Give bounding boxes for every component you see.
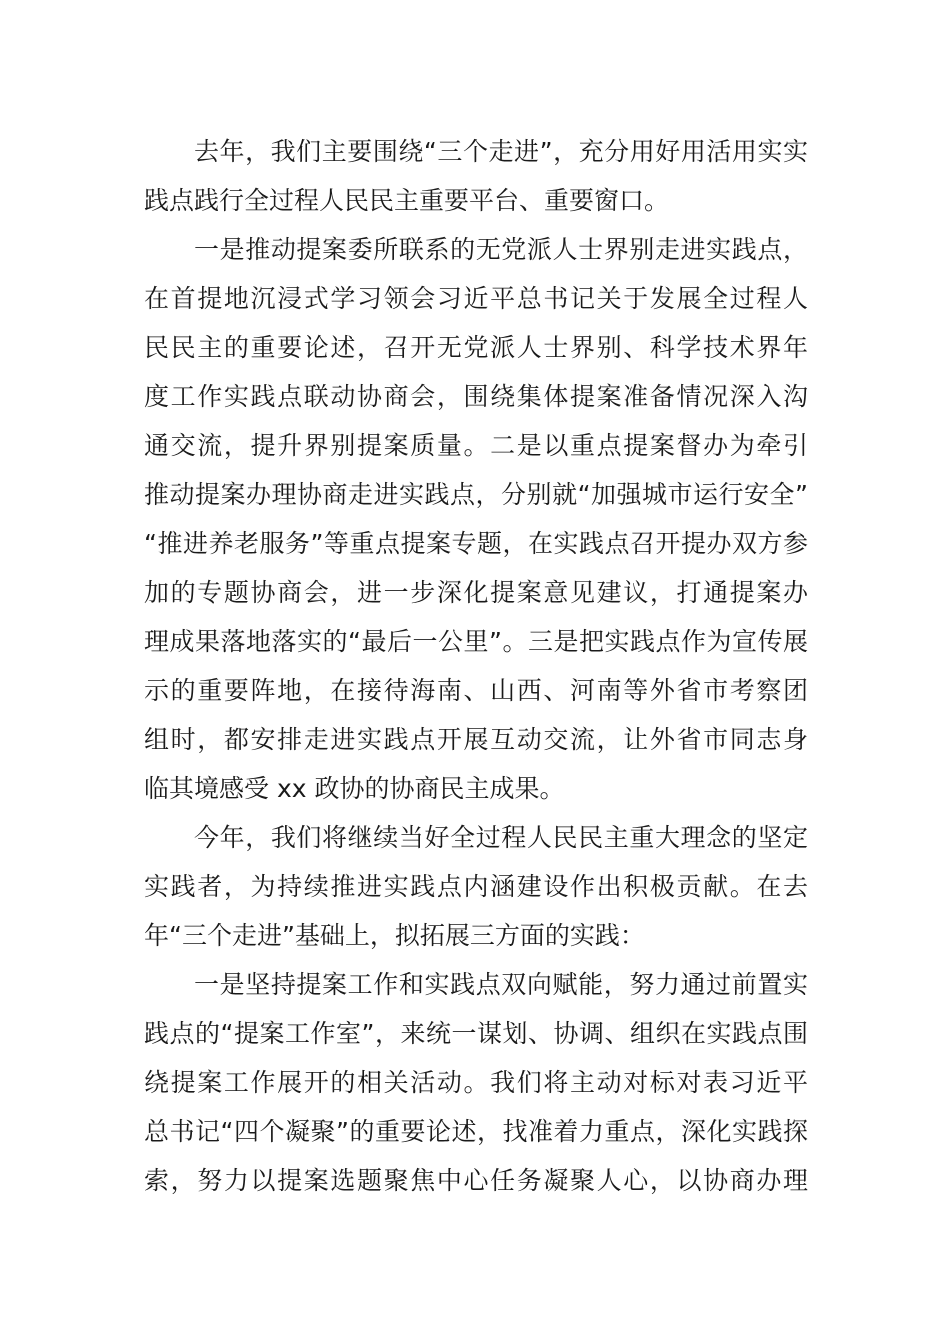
text-line: 示的重要阵地，在接待海南、山西、河南等外省市考察团 [144, 676, 810, 705]
text-line: 年“三个走进”基础上，拟拓展三方面的实践： [144, 921, 645, 950]
text-line: 组时，都安排走进实践点开展互动交流，让外省市同志身 [144, 725, 810, 754]
text-line: 践点践行全过程人民民主重要平台、重要窗口。 [144, 186, 670, 215]
text-line: 践点的“提案工作室”，来统一谋划、协调、组织在实践点围 [144, 1019, 809, 1048]
text-line: 推动提案办理协商走进实践点，分别就“加强城市运行安全” [144, 480, 809, 509]
text-line: 绕提案工作展开的相关活动。我们将主动对标对表习近平 [144, 1068, 810, 1097]
text-line: 总书记“四个凝聚”的重要论述，找准着力重点，深化实践探 [144, 1117, 809, 1146]
text-line: 临其境感受 xx 政协的协商民主成果。 [144, 774, 565, 803]
text-line: 民民主的重要论述，召开无党派人士界别、科学技术界年 [144, 333, 810, 362]
text-line: 一是坚持提案工作和实践点双向赋能，努力通过前置实 [194, 970, 809, 999]
text-line: 一是推动提案委所联系的无党派人士界别走进实践点， [194, 235, 809, 264]
text-line: 加的专题协商会，进一步深化提案意见建议，打通提案办 [144, 578, 810, 607]
paragraph-4 [144, 960, 808, 1205]
paragraph-3 [144, 813, 808, 960]
text-line: 去年，我们主要围绕“三个走进”，充分用好用活用实实 [194, 137, 809, 166]
text-line: 实践者，为持续推进实践点内涵建设作出积极贡献。在去 [144, 872, 810, 901]
paragraph-2 [144, 225, 808, 813]
text-line: 度工作实践点联动协商会，围绕集体提案准备情况深入沟 [144, 382, 810, 411]
text-line: 今年，我们将继续当好全过程人民民主重大理念的坚定 [194, 823, 809, 852]
text-line: 理成果落地落实的“最后一公里”。三是把实践点作为宣传展 [144, 627, 809, 656]
text-line: 索，努力以提案选题聚焦中心任务凝聚人心，以协商办理 [144, 1166, 810, 1195]
paragraph-1 [144, 127, 808, 225]
text-line: 通交流，提升界别提案质量。二是以重点提案督办为牵引 [144, 431, 810, 460]
document-body [144, 127, 808, 1205]
text-line: 在首提地沉浸式学习领会习近平总书记关于发展全过程人 [144, 284, 810, 313]
text-line: “推进养老服务”等重点提案专题，在实践点召开提办双方参 [144, 529, 809, 558]
